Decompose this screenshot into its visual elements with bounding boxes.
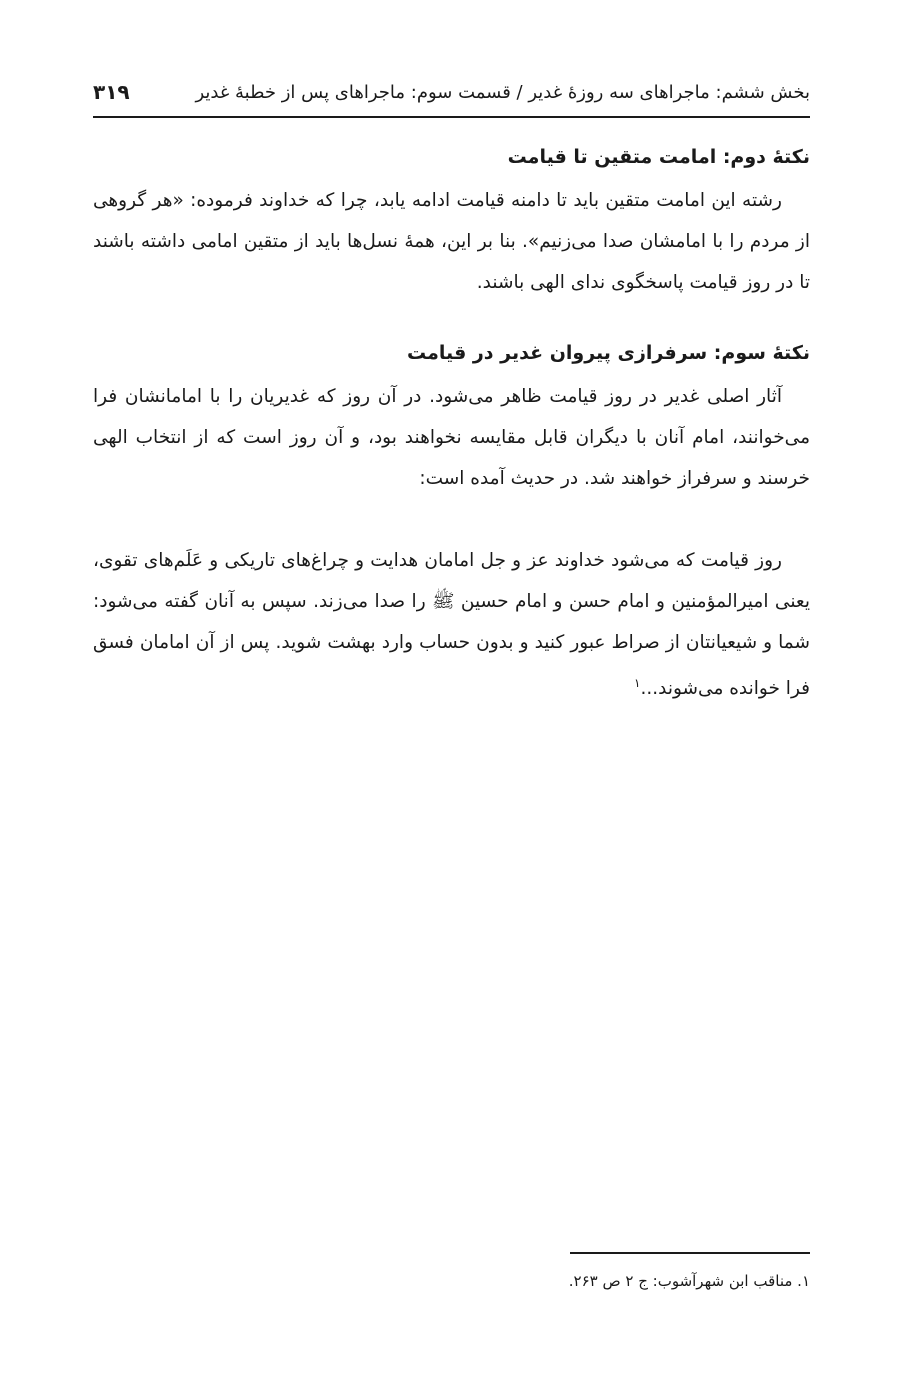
header-title: بخش ششم: ماجراهای سه روزهٔ غدیر / قسمت سوم: ماجراهای پس از خطبهٔ غدیر xyxy=(195,81,810,103)
hadith-quote xyxy=(93,540,810,709)
running-header xyxy=(93,72,810,112)
paragraph: رشته این امامت متقین باید تا دامنه قیامت ادامه یابد، چرا که خداوند فرموده: «هر گروهی از مردم را با امامشان صدا می‌زنیم». بنا بر این، همهٔ نسل‌ها باید از متقین امامی داشته باشند تا در روز قیامت پاسخگوی ندای الهی باشند. xyxy=(93,190,810,293)
footnote-rule xyxy=(570,1252,810,1254)
paragraph: آثار اصلی غدیر در روز قیامت ظاهر می‌شود. در آن روز که غدیریان را با امامانشان فرا می‌خوانند، امام آنان با دیگران قابل مقایسه نخواهند بود، و آن روز است که از انتخاب الهی خرسند و سرفراز خواهند شد. در حدیث آمده است: xyxy=(93,386,810,489)
section-text-3 xyxy=(93,376,810,499)
book-page xyxy=(93,0,810,1390)
footnote: ۱. مناقب ابن شهرآشوب: ج ۲ ص ۲۶۳. xyxy=(568,1272,810,1290)
quote-paragraph xyxy=(93,540,810,709)
header-rule xyxy=(93,116,810,118)
page-number: ۳۱۹ xyxy=(93,80,130,104)
footnote-reference: ۱ xyxy=(634,676,641,690)
section-heading-2: نکتهٔ دوم: امامت متقین تا قیامت xyxy=(507,146,810,168)
section-heading-3: نکتهٔ سوم: سرفرازی پیروان غدیر در قیامت xyxy=(407,342,810,364)
quote-text: روز قیامت که می‌شود خداوند عز و جل امامان هدایت و چراغ‌های تاریکی و عَلَم‌های تقوی، یعنی امیرالمؤمنین و امام حسن و امام حسین ﷺ را صدا می‌زند. سپس به آنان گفته می‌شود: شما و شیعیانتان از صراط عبور کنید و بدون حساب وارد بهشت شوید. پس از آن امامان فسق فرا خوانده می‌شوند... xyxy=(93,550,810,700)
section-text-2 xyxy=(93,180,810,303)
